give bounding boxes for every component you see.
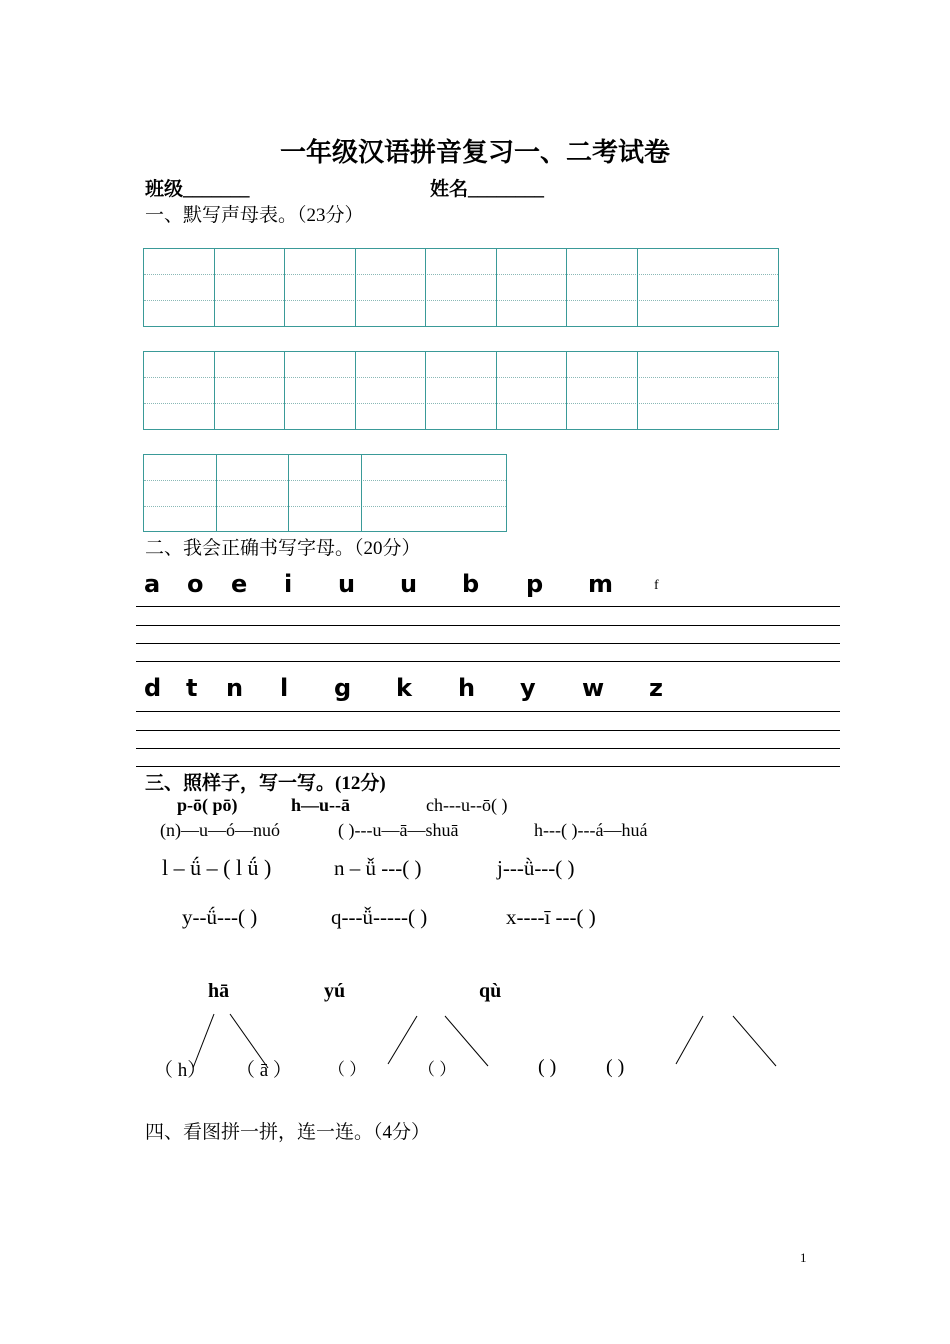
exercise: h---( )---á—huá bbox=[534, 820, 648, 840]
section4-heading: 四、看图拼一拼，连一连。（4分） bbox=[145, 1122, 431, 1143]
answer-box[interactable]: （ ） bbox=[328, 1060, 367, 1079]
class-label: 班级_______ bbox=[145, 179, 250, 200]
exercise: j---ǜ---( ) bbox=[497, 856, 575, 880]
exercise: ( )---u—ā—shuā bbox=[338, 820, 459, 840]
letter: u bbox=[400, 570, 418, 598]
letter: e bbox=[231, 570, 248, 598]
section3-heading: 三、照样子，写一写。(12分) bbox=[145, 773, 386, 794]
letter: h bbox=[458, 674, 476, 702]
letter: m bbox=[588, 570, 614, 598]
exercise: x----ī ---( ) bbox=[506, 905, 596, 929]
answer-box[interactable]: （ ） bbox=[418, 1060, 457, 1079]
answer-box[interactable]: ( ) bbox=[538, 1056, 557, 1078]
letter: t bbox=[186, 674, 198, 702]
letter: k bbox=[396, 674, 412, 702]
page-title: 一年级汉语拼音复习一、二考试卷 bbox=[279, 138, 670, 167]
exercise: y--ǘ---( ) bbox=[182, 905, 258, 929]
letter: y bbox=[520, 674, 536, 702]
exercise: q---ǚ-----( ) bbox=[331, 905, 428, 929]
example-1: p-ō( pō) bbox=[177, 795, 238, 815]
name-label: 姓名________ bbox=[430, 179, 545, 200]
letter: p bbox=[526, 570, 544, 598]
exercise: ch---u--ō( ) bbox=[426, 795, 508, 815]
answer-box[interactable]: ( ) bbox=[606, 1056, 625, 1078]
letter: g bbox=[334, 674, 352, 702]
exercise: n – ǚ ---( ) bbox=[334, 856, 422, 880]
syllable-ha: hā bbox=[208, 980, 230, 1002]
letter: i bbox=[284, 570, 293, 598]
syllable-qu: qù bbox=[479, 980, 502, 1002]
example-2: h—u--ā bbox=[291, 795, 351, 815]
letter: f bbox=[654, 578, 659, 593]
section2-heading: 二、我会正确书写字母。（20分） bbox=[145, 538, 421, 559]
letter: o bbox=[187, 570, 204, 598]
exercise: l – ǘ – ( l ǘ ) bbox=[162, 855, 272, 880]
letter: w bbox=[582, 674, 605, 702]
letter: a bbox=[144, 570, 161, 598]
letter: n bbox=[226, 674, 244, 702]
syllable-yu: yú bbox=[324, 980, 346, 1002]
answer-box: （ h） bbox=[154, 1060, 207, 1081]
section1-heading: 一、默写声母表。（23分） bbox=[145, 205, 364, 226]
letter: b bbox=[462, 570, 480, 598]
letter: l bbox=[280, 674, 289, 702]
exercise: (n)—u—ó—nuó bbox=[160, 820, 280, 840]
letter: d bbox=[144, 674, 162, 702]
page-number: 1 bbox=[800, 1250, 807, 1265]
answer-box: （ ā ） bbox=[236, 1060, 292, 1081]
letter: z bbox=[649, 674, 663, 702]
letter: u bbox=[338, 570, 356, 598]
